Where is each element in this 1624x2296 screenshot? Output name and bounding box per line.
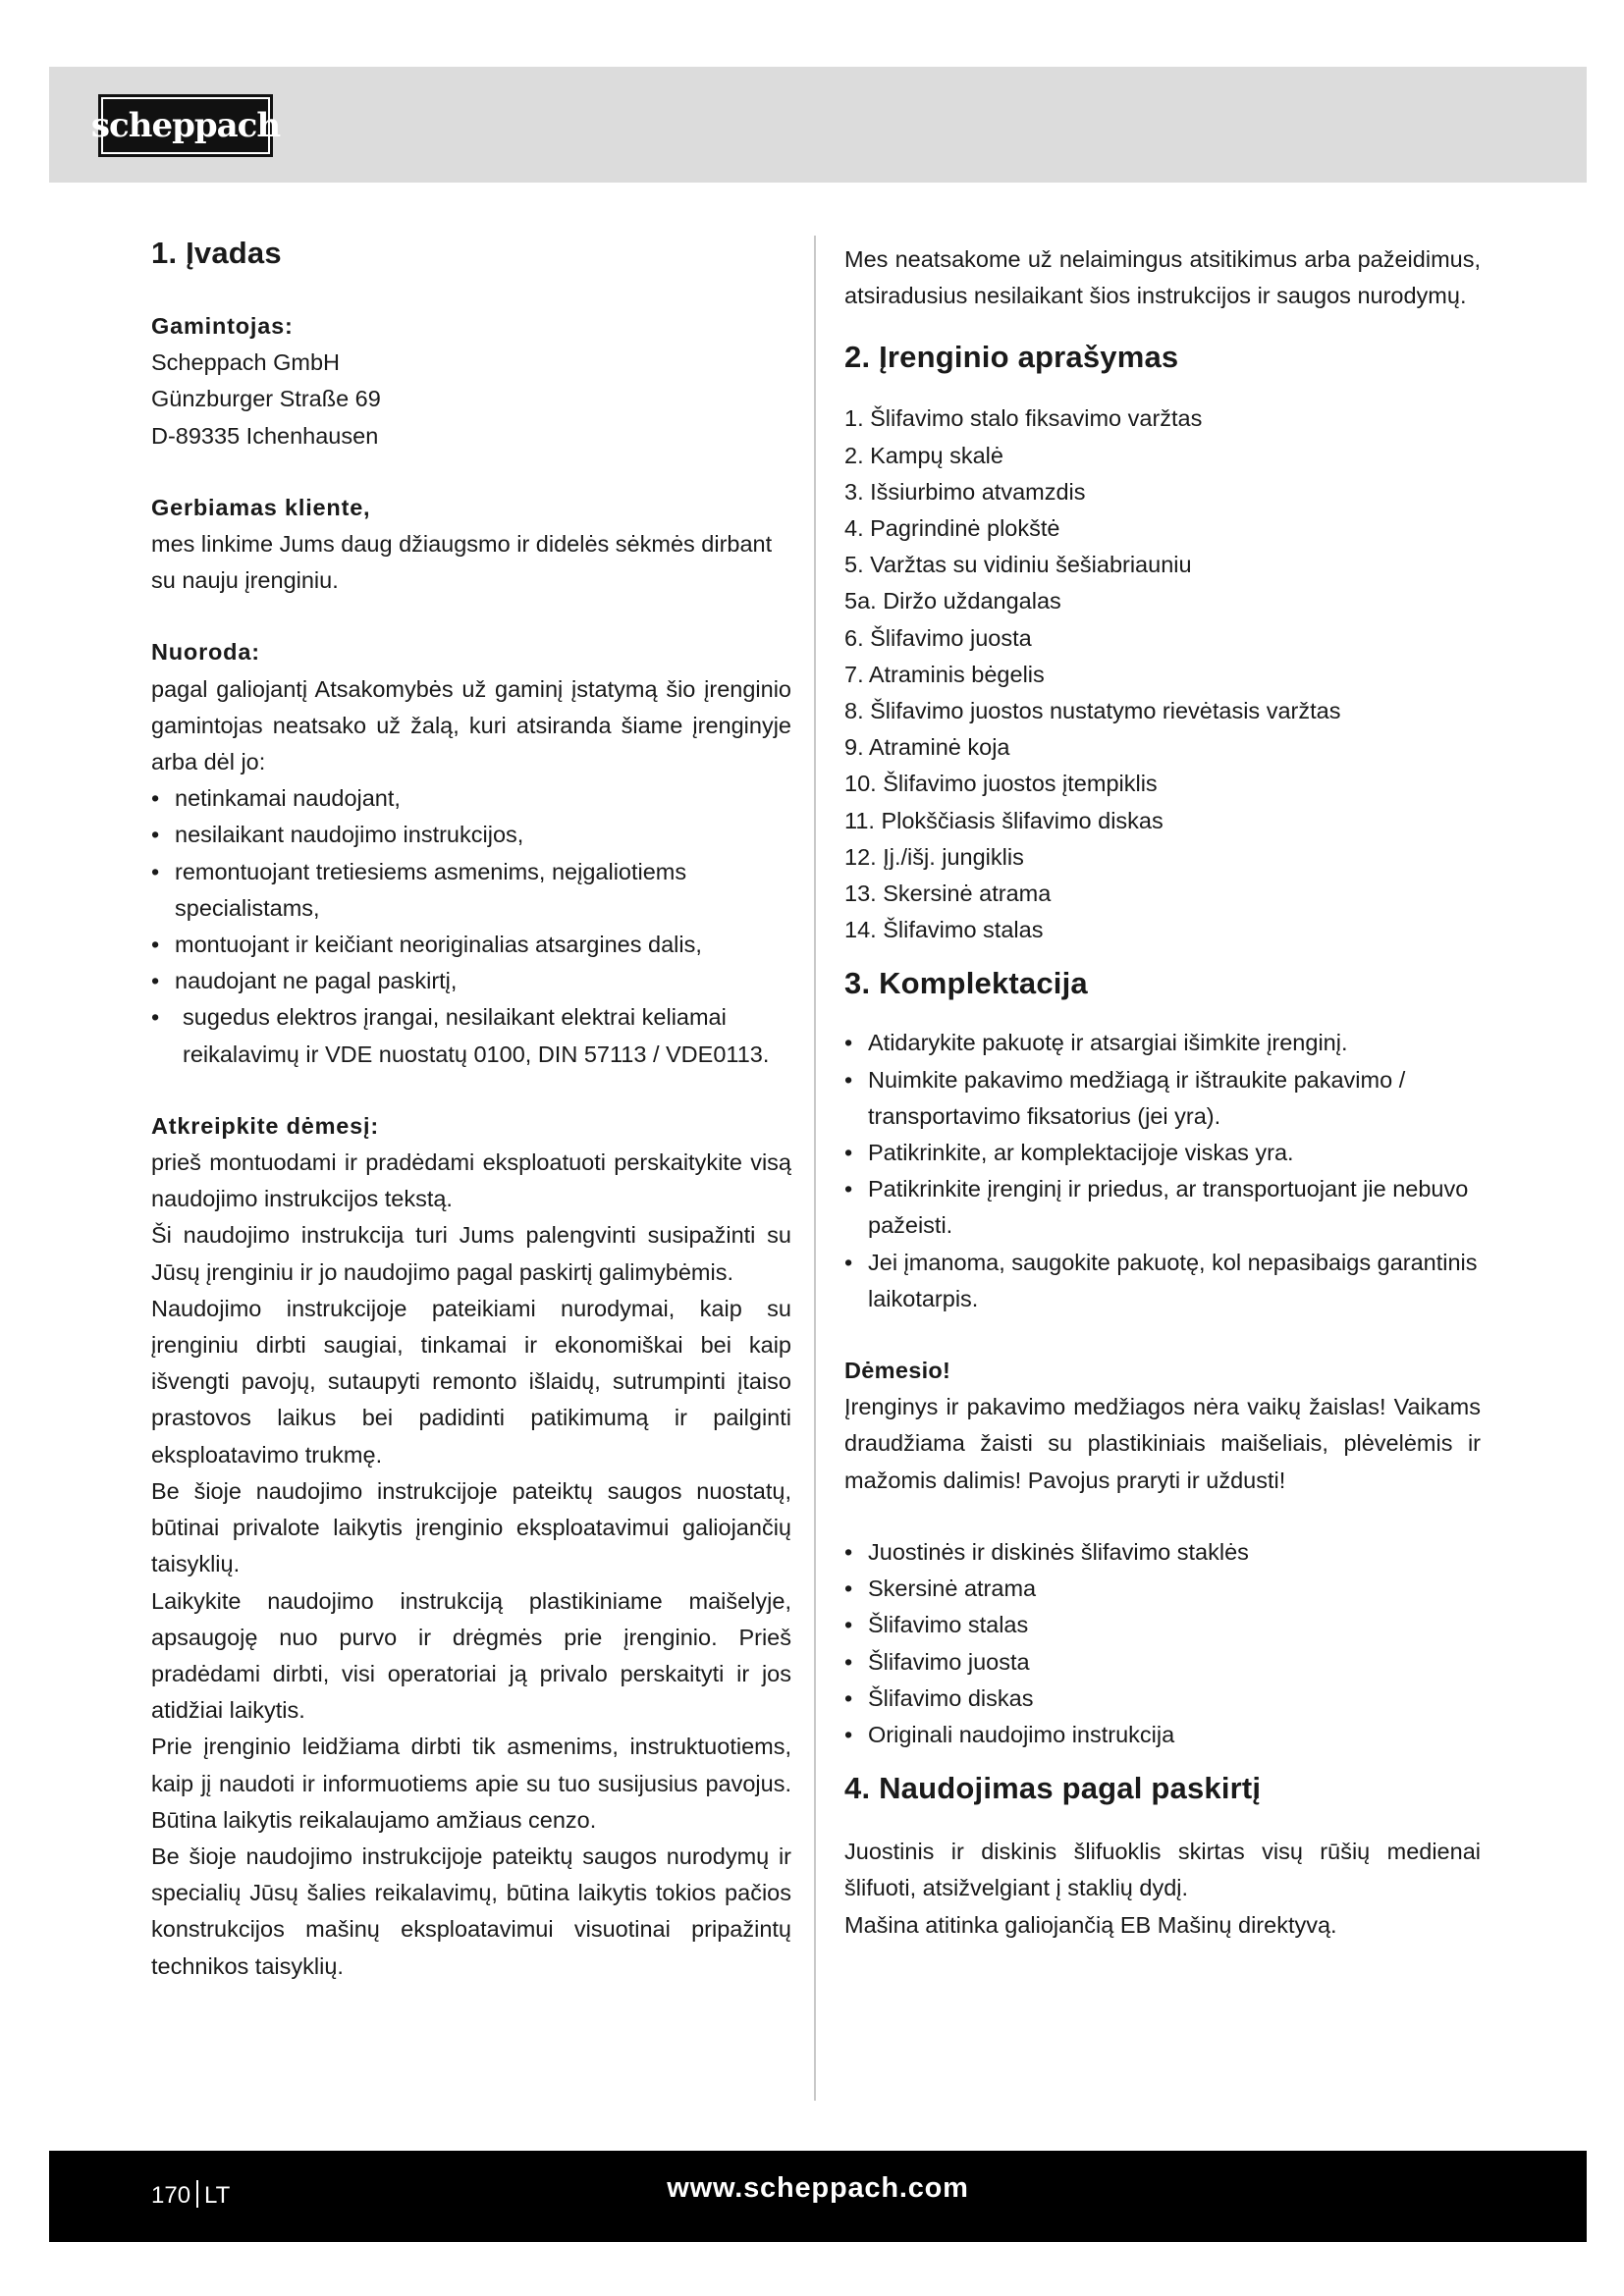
list-item: • remontuojant tretiesiems asmenims, neįgaliotiems specialistams, — [151, 858, 687, 921]
parts-list — [844, 400, 1481, 948]
part-item: 6. Šlifavimo juosta — [844, 624, 1032, 651]
list-item: • Patikrinkite įrenginį ir priedus, ar transportuojant jie nebuvo pažeisti. — [844, 1176, 1469, 1239]
usage-paragraph: Juostinis ir diskinis šlifuoklis skirtas visų rūšių medienai šlifuoti, atsižvelgiant į staklių dydį. — [844, 1839, 1481, 1901]
left-column — [151, 228, 791, 1985]
section-title-intended-use: 4. Naudojimas pagal paskirtį — [844, 1771, 1262, 1806]
section-title-scope: 3. Komplektacija — [844, 966, 1088, 1001]
disclaimer-text: Mes neatsakome už nelaimingus atsitikimus arba pažeidimus, atsiradusius nesilaikant šios instrukcijos ir saugos nurodymų. — [844, 246, 1481, 309]
list-item: • montuojant ir keičiant neoriginalias atsargines dalis, — [151, 932, 702, 958]
language-code: LT — [204, 2182, 231, 2209]
right-column — [844, 228, 1481, 1944]
manufacturer-line: Günzburger Straße 69 — [151, 386, 381, 412]
part-item: 7. Atraminis bėgelis — [844, 661, 1045, 687]
note-text: pagal galiojantį Atsakomybės už gaminį įstatymą šio įrenginio gamintojas neatsako už žalą, kuri atsiranda šiame įrenginyje arba dėl jo: — [151, 675, 791, 775]
manufacturer-line: Scheppach GmbH — [151, 349, 341, 376]
part-item: 5a. Diržo uždangalas — [844, 588, 1061, 614]
part-item: 14. Šlifavimo stalas — [844, 917, 1044, 943]
part-item: 8. Šlifavimo juostos nustatymo rievėtasis varžtas — [844, 698, 1341, 724]
part-item: 1. Šlifavimo stalo fiksavimo varžtas — [844, 405, 1203, 432]
attention-paragraph: Naudojimo instrukcijoje pateikiami nurodymai, kaip su įrenginiu dirbti saugiai, tinkamai ir ekonomiškai bei kaip išvengti pavojų, sutaupyti remonto išlaidų, sutrumpinti įtaiso prastovos laikus bei padidinti patikimumą ir pailginti eksploatavimo trukmę. — [151, 1295, 791, 1468]
part-item: 11. Plokščiasis šlifavimo diskas — [844, 807, 1164, 833]
part-item: 12. Įj./išj. jungiklis — [844, 843, 1024, 870]
list-item: • Originali naudojimo instrukcija — [844, 1721, 1175, 1747]
customer-text: mes linkime Jums daug džiaugsmo ir didelės sėkmės dirbant su nauju įrenginiu. — [151, 531, 773, 594]
attention-paragraph: Be šioje naudojimo instrukcijoje pateiktų saugos nurodymų ir specialių Jūsų šalies reikalavimų, būtina laikytis tokios pačios konstrukcijos mašinų eksploatavimui visuotinai pripažintų technikos taisyklių. — [151, 1842, 791, 1979]
part-item: 9. Atraminė koja — [844, 734, 1010, 761]
list-item: • Nuimkite pakavimo medžiagą ir ištraukite pakavimo / transportavimo fiksatorius (jei yra). — [844, 1066, 1406, 1129]
list-item: • sugedus elektros įrangai, nesilaikant elektrai keliamai reikalavimų ir VDE nuostatų 0100, DIN 57113 / VDE0113. — [151, 1004, 770, 1067]
section-title-description: 2. Įrenginio aprašymas — [844, 340, 1179, 375]
section-title-intro: 1. Įvadas — [151, 236, 282, 270]
header-bar — [49, 67, 1587, 183]
scheppach-logo: scheppach — [98, 94, 273, 157]
part-item: 3. Išsiurbimo atvamzdis — [844, 478, 1086, 505]
contents-list — [844, 1534, 1481, 1753]
part-item: 2. Kampų skalė — [844, 442, 1003, 468]
manufacturer-line: D-89335 Ichenhausen — [151, 422, 379, 449]
unpack-list — [844, 1025, 1481, 1317]
list-item: • nesilaikant naudojimo instrukcijos, — [151, 822, 524, 848]
usage-paragraph: Mašina atitinka galiojančią EB Mašinų direktyvą. — [844, 1911, 1337, 1938]
list-item: • Patikrinkite, ar komplektacijoje viskas yra. — [844, 1140, 1294, 1166]
attention-paragraph: Be šioje naudojimo instrukcijoje pateiktų saugos nuostatų, būtinai privalote laikytis įrenginio eksploatavimui galiojančių taisyklių. — [151, 1477, 791, 1577]
manufacturer-label: Gamintojas: — [151, 313, 294, 339]
column-divider — [814, 236, 816, 2101]
list-item: • naudojant ne pagal paskirtį, — [151, 968, 458, 994]
footer-bar — [49, 2151, 1587, 2242]
part-item: 10. Šlifavimo juostos įtempiklis — [844, 771, 1158, 797]
note-label: Nuoroda: — [151, 639, 260, 666]
attention-paragraph: Ši naudojimo instrukcija turi Jums palengvinti susipažinti su Jūsų įrenginiu ir jo naudojimo pagal paskirtį galimybėmis. — [151, 1222, 791, 1285]
list-item: • Šlifavimo juosta — [844, 1648, 1030, 1675]
attention-paragraph: Prie įrenginio leidžiama dirbti tik asmenims, instruktuotiems, kaip jį naudoti ir informuotiems apie su tuo susijusius pavojus. Būtina laikytis reikalaujamo amžiaus cenzo. — [151, 1734, 791, 1833]
part-item: 5. Varžtas su vidiniu šešiabriauniu — [844, 552, 1192, 578]
part-item: 4. Pagrindinė plokštė — [844, 515, 1060, 542]
list-item: • Atidarykite pakuotę ir atsargiai išimkite įrenginį. — [844, 1030, 1348, 1056]
list-item: • Jei įmanoma, saugokite pakuotę, kol nepasibaigs garantinis laikotarpis. — [844, 1249, 1478, 1311]
attention-paragraph: prieš montuodami ir pradėdami eksploatuoti perskaitykite visą naudojimo instrukcijos tekstą. — [151, 1149, 791, 1212]
list-item: • Šlifavimo stalas — [844, 1612, 1029, 1638]
list-item: • Skersinė atrama — [844, 1575, 1037, 1602]
website-link[interactable]: www.scheppach.com — [667, 2172, 969, 2204]
note-list — [151, 780, 791, 1073]
list-item: • Juostinės ir diskinės šlifavimo staklės — [844, 1538, 1249, 1565]
attention-label: Atkreipkite dėmesį: — [151, 1112, 380, 1139]
caution-label: Dėmesio! — [844, 1358, 951, 1384]
part-item: 13. Skersinė atrama — [844, 881, 1052, 907]
list-item: • netinkamai naudojant, — [151, 785, 401, 812]
attention-paragraph: Laikykite naudojimo instrukciją plastikiniame maišelyje, apsaugoję nuo purvo ir drėgmės prie įrenginio. Prieš pradėdami dirbti, visi operatoriai ją privalo perskaityti ir jos atidžiai laikytis. — [151, 1587, 791, 1724]
page-number-value: 170 — [151, 2182, 191, 2209]
customer-label: Gerbiamas kliente, — [151, 494, 371, 520]
caution-text: Įrenginys ir pakavimo medžiagos nėra vaikų žaislas! Vaikams draudžiama žaisti su plastikiniais maišeliais, plėvelėmis ir mažomis dalimis! Pavojus praryti ir uždusti! — [844, 1394, 1481, 1493]
list-item: • Šlifavimo diskas — [844, 1684, 1034, 1711]
